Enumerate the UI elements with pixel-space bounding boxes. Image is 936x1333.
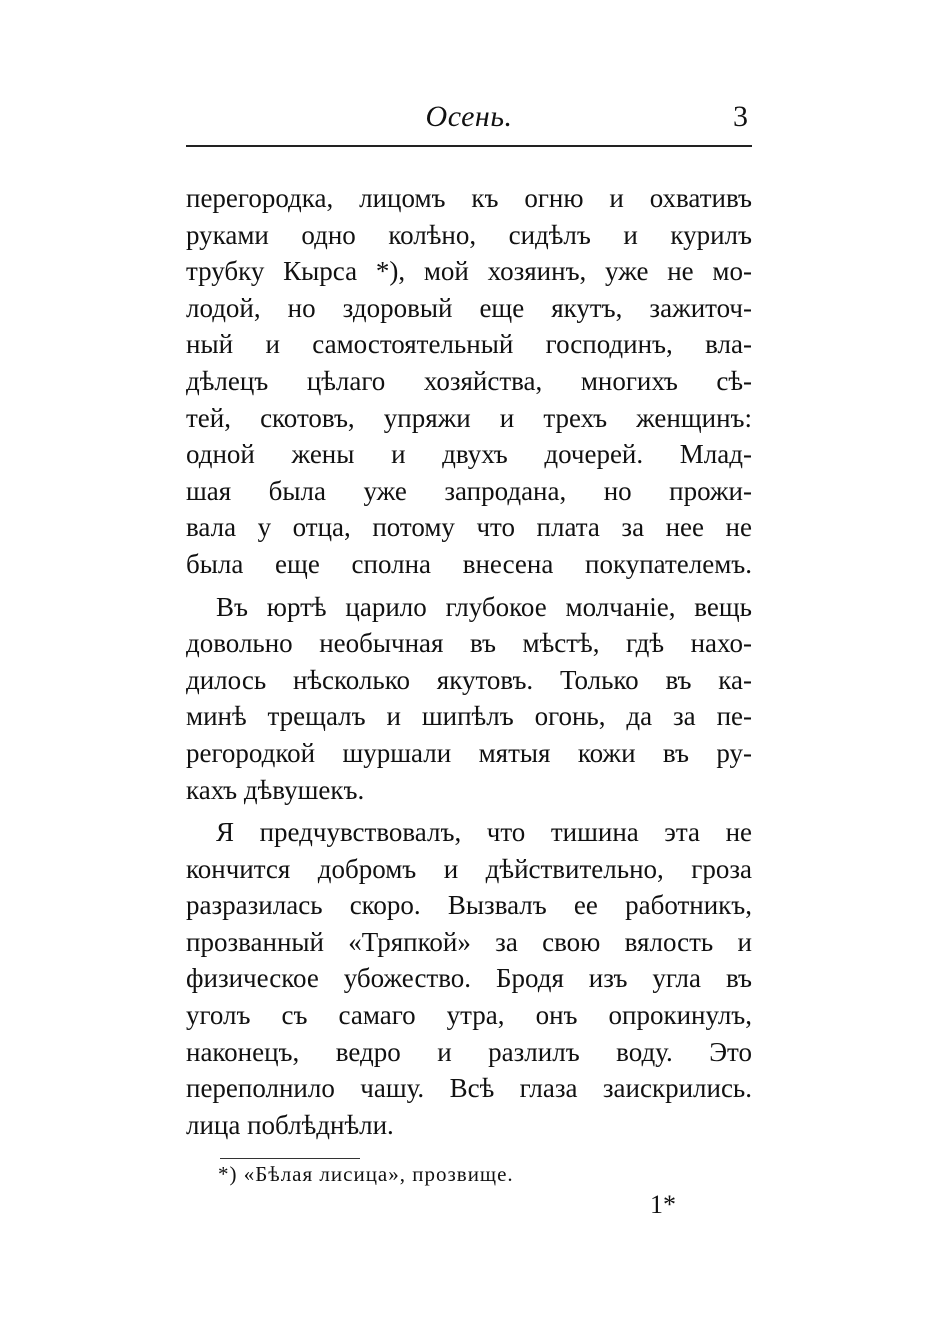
footnote-rule bbox=[220, 1158, 360, 1159]
text-line: уголъ съ самаго утра, онъ опрокинулъ, bbox=[186, 1000, 752, 1031]
text-line: кахъ дѣвушекъ. bbox=[186, 774, 365, 805]
text-line: кончится добромъ и дѣйствительно, гроза bbox=[186, 853, 752, 884]
text-line: Я предчувствовалъ, что тишина эта не bbox=[216, 817, 752, 848]
text-line: прозванный «Тряпкой» за свою вялость и bbox=[186, 926, 752, 957]
text-line: разразилась скоро. Вызвалъ ее работникъ, bbox=[186, 890, 752, 921]
text-line: лица поблѣднѣли. bbox=[186, 1109, 394, 1140]
text-line: ный и самостоятельный господинъ, вла- bbox=[186, 329, 752, 360]
text-line: лодой, но здоровый еще якутъ, зажиточ- bbox=[186, 292, 752, 323]
text-line: дилось нѣсколько якутовъ. Только въ ка- bbox=[186, 664, 752, 695]
text-line: тей, скотовъ, упряжи и трехъ женщинъ: bbox=[186, 402, 752, 433]
text-line: физическое убожество. Бродя изъ угла въ bbox=[186, 963, 752, 994]
body-text bbox=[186, 180, 752, 1143]
text-line: была еще сполна внесена покупателемъ. bbox=[186, 548, 752, 579]
text-line: переполнило чашу. Всѣ глаза заискрились. bbox=[186, 1073, 752, 1104]
text-line: наконецъ, ведро и разлилъ воду. Это bbox=[186, 1036, 752, 1067]
running-title: Осень. bbox=[425, 100, 513, 133]
page-number: 3 bbox=[733, 100, 748, 133]
text-line: минѣ трещалъ и шипѣлъ огонь, да за пе- bbox=[186, 701, 752, 732]
text-line: дѣлецъ цѣлаго хозяйства, многихъ сѣ- bbox=[186, 365, 752, 396]
text-line: регородкой шуршали мятыя кожи въ ру- bbox=[186, 737, 752, 768]
text-line: довольно необычная въ мѣстѣ, гдѣ нахо- bbox=[186, 628, 752, 659]
running-head bbox=[186, 96, 752, 140]
paragraph-1 bbox=[186, 180, 752, 583]
text-line: Въ юртѣ царило глубокое молчаніе, вещь bbox=[216, 591, 752, 622]
header-rule bbox=[186, 145, 752, 147]
text-line: одной жены и двухъ дочерей. Млад- bbox=[186, 439, 752, 470]
text-line: руками одно колѣно, сидѣлъ и курилъ bbox=[186, 219, 752, 250]
paragraph-3 bbox=[186, 814, 752, 1143]
text-line: перегородка, лицомъ къ огню и охвативъ bbox=[186, 183, 752, 213]
text-line: вала у отца, потому что плата за нее не bbox=[186, 512, 752, 543]
text-line: шая была уже запродана, но прожи- bbox=[186, 475, 752, 506]
paragraph-2 bbox=[186, 589, 752, 809]
text-line: трубку Кырса *), мой хозяинъ, уже не мо- bbox=[186, 256, 752, 287]
footnote: *) «Бѣлая лисица», прозвище. bbox=[218, 1162, 514, 1186]
signature-mark: 1* bbox=[650, 1190, 676, 1219]
